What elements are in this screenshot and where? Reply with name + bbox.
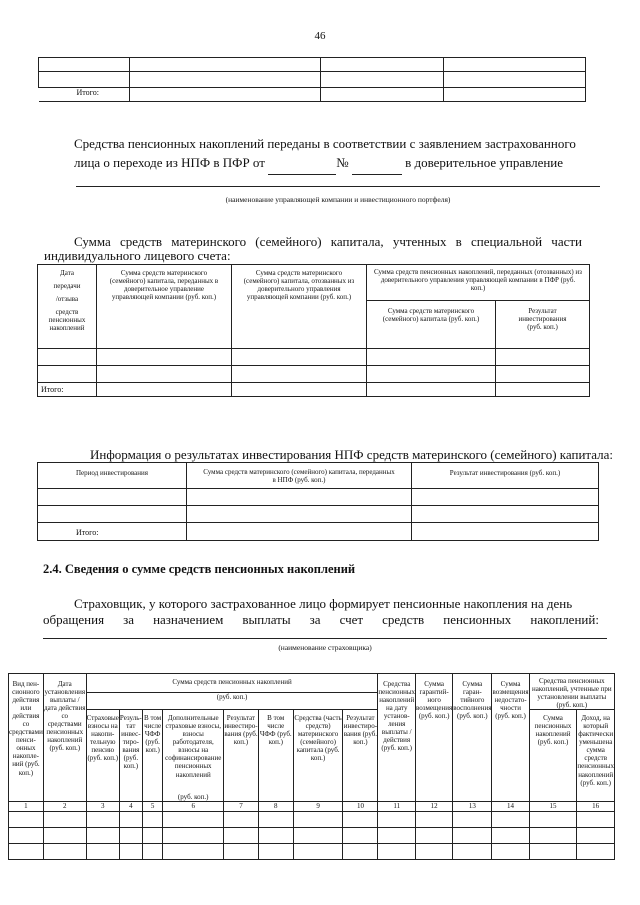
- maternal-col4b: Результат инвестирования (руб. коп.): [496, 301, 590, 349]
- bt-h11: Средства пенсионных накоплений на дату установ-ления выплаты / действия (руб. коп.): [378, 674, 416, 802]
- npf-col2: Сумма средств материнского (семейного) капитала, переданных в НПФ (руб. коп.): [187, 463, 412, 489]
- bt-colnum: 1: [9, 801, 44, 811]
- npf-total: Итого:: [38, 523, 187, 541]
- bt-group-unit: (руб. коп.): [86, 692, 378, 709]
- management-company-line: [76, 186, 600, 187]
- maternal-col1: Дата передачи /отзыва средств пенсионных накоплений: [38, 265, 97, 349]
- bt-h1: Вид пен-сионного действия или действия со средствами пенси-онных накопле-ний (руб. коп.): [9, 674, 44, 802]
- bt-h9: Средства (часть средств) материнского (семейного) капитала (руб. коп.): [293, 710, 343, 801]
- bt-h4: Резуль-тат инвес-тиро-вания (руб. коп.): [119, 710, 142, 801]
- npf-results-table: [37, 462, 599, 541]
- bt-h16: Доход, на который фактически уменьшена сумма средств пенсионных накоплений (руб. коп.): [577, 710, 615, 801]
- bt-h8: В том числе ЧФФ (руб. коп.): [258, 710, 293, 801]
- bt-colnum: 6: [163, 801, 224, 811]
- bt-group-title: Сумма средств пенсионных накоплений: [86, 674, 378, 693]
- top-table: [38, 57, 586, 102]
- bt-colnum: 14: [492, 801, 529, 811]
- management-company-caption: (наименование управляющей компании и инвестиционного портфеля): [225, 195, 451, 204]
- bt-h12: Сумма гарантий-ного возмещения (руб. коп.): [416, 674, 453, 802]
- date-blank: [268, 152, 336, 175]
- bt-h7: Результат инвестиро-вания (руб. коп.): [224, 710, 259, 801]
- bt-colnum: 13: [453, 801, 492, 811]
- total-label: Итого:: [39, 88, 130, 102]
- bt-colnum: 16: [577, 801, 615, 811]
- transfer-line1: Средства пенсионных накоплений переданы в соответствии с заявлением застрахованного: [74, 136, 576, 151]
- pension-savings-table: [8, 673, 615, 860]
- bt-h5: В том числе ЧФФ (руб. коп.): [142, 710, 163, 801]
- insurer-line: [43, 638, 607, 639]
- npf-col1: Период инвестирования: [38, 463, 187, 489]
- maternal-total: Итого:: [38, 383, 97, 397]
- bt-colnum: 8: [258, 801, 293, 811]
- bt-h13: Сумма гаран-тийного восполнения (руб. коп.): [453, 674, 492, 802]
- maternal-col4: Сумма средств пенсионных накоплений, переданных (отозванных) из доверительного управления управляющей компании в ПФР (руб. коп.): [367, 265, 590, 301]
- transfer-line2-end: в доверительное управление: [405, 155, 564, 170]
- maternal-table: [37, 264, 590, 397]
- bt-h14: Сумма возмещения недостато-чности (руб. коп.): [492, 674, 529, 802]
- bt-colnum: 11: [378, 801, 416, 811]
- bt-h2: Дата установления выплаты / дата действия со средствами пенсионных накоплений (руб. коп.): [43, 674, 86, 802]
- section-2-4-para-line1: Страховщик, у которого застрахованное лицо формирует пенсионные накопления на день: [74, 596, 573, 611]
- maternal-col4a: Сумма средств материнского (семейного) капитала (руб. коп.): [367, 301, 496, 349]
- section-2-4-heading: 2.4. Сведения о сумме средств пенсионных накоплений: [43, 562, 356, 576]
- transfer-line2: [74, 152, 563, 175]
- bt-colnum: 3: [86, 801, 119, 811]
- bt-h3: Страховые взносы на накопи-тельную пенсию (руб. коп.): [86, 710, 119, 801]
- npf-results-heading: Информация о результатах инвестирования НПФ средств материнского (семейного) капитала:: [90, 447, 613, 462]
- bt-colnum: 15: [529, 801, 577, 811]
- bt-colnum: 4: [119, 801, 142, 811]
- number-blank: [352, 152, 402, 175]
- maternal-col3: Сумма средств материнского (семейного) капитала, отозванных из доверительного управления управляющей компании (руб. коп.): [232, 265, 367, 349]
- bt-colnum: 5: [142, 801, 163, 811]
- npf-col3: Результат инвестирования (руб. коп.): [412, 463, 599, 489]
- bt-h10: Результат инвестиро-вания (руб. коп.): [343, 710, 378, 801]
- bt-h15: Сумма пенсионных накоплений (руб. коп.): [529, 710, 577, 801]
- bt-colnum: 7: [224, 801, 259, 811]
- bt-colnum: 2: [43, 801, 86, 811]
- bt-colnum: 9: [293, 801, 343, 811]
- maternal-heading-line2: индивидуального лицевого счета:: [44, 248, 231, 263]
- bt-colnum: 10: [343, 801, 378, 811]
- section-2-4-para-line2: обращения за назначением выплаты за счет средств пенсионных накоплений:: [43, 612, 599, 627]
- maternal-col2: Сумма средств материнского (семейного) капитала, переданных в доверительное управление управляющей компании (руб. коп.): [97, 265, 232, 349]
- insurer-caption: (наименование страховщика): [278, 643, 372, 652]
- maternal-heading-line1: Сумма средств материнского (семейного) капитала, учтенных в специальной части: [74, 234, 582, 249]
- transfer-line2-start: лица о переходе из НПФ в ПФР от: [74, 155, 265, 170]
- page-number: 46: [314, 30, 326, 42]
- bt-group2-title: Средства пенсионных накоплений, учтенные при установлении выплаты (руб. коп.): [529, 674, 614, 710]
- bt-h6: Дополнительные страховые взносы, взносы работодателя, взносы на софинансирование пенсионных накоплений (руб. коп.): [163, 710, 224, 801]
- bt-colnum: 12: [416, 801, 453, 811]
- number-sign: №: [336, 155, 349, 170]
